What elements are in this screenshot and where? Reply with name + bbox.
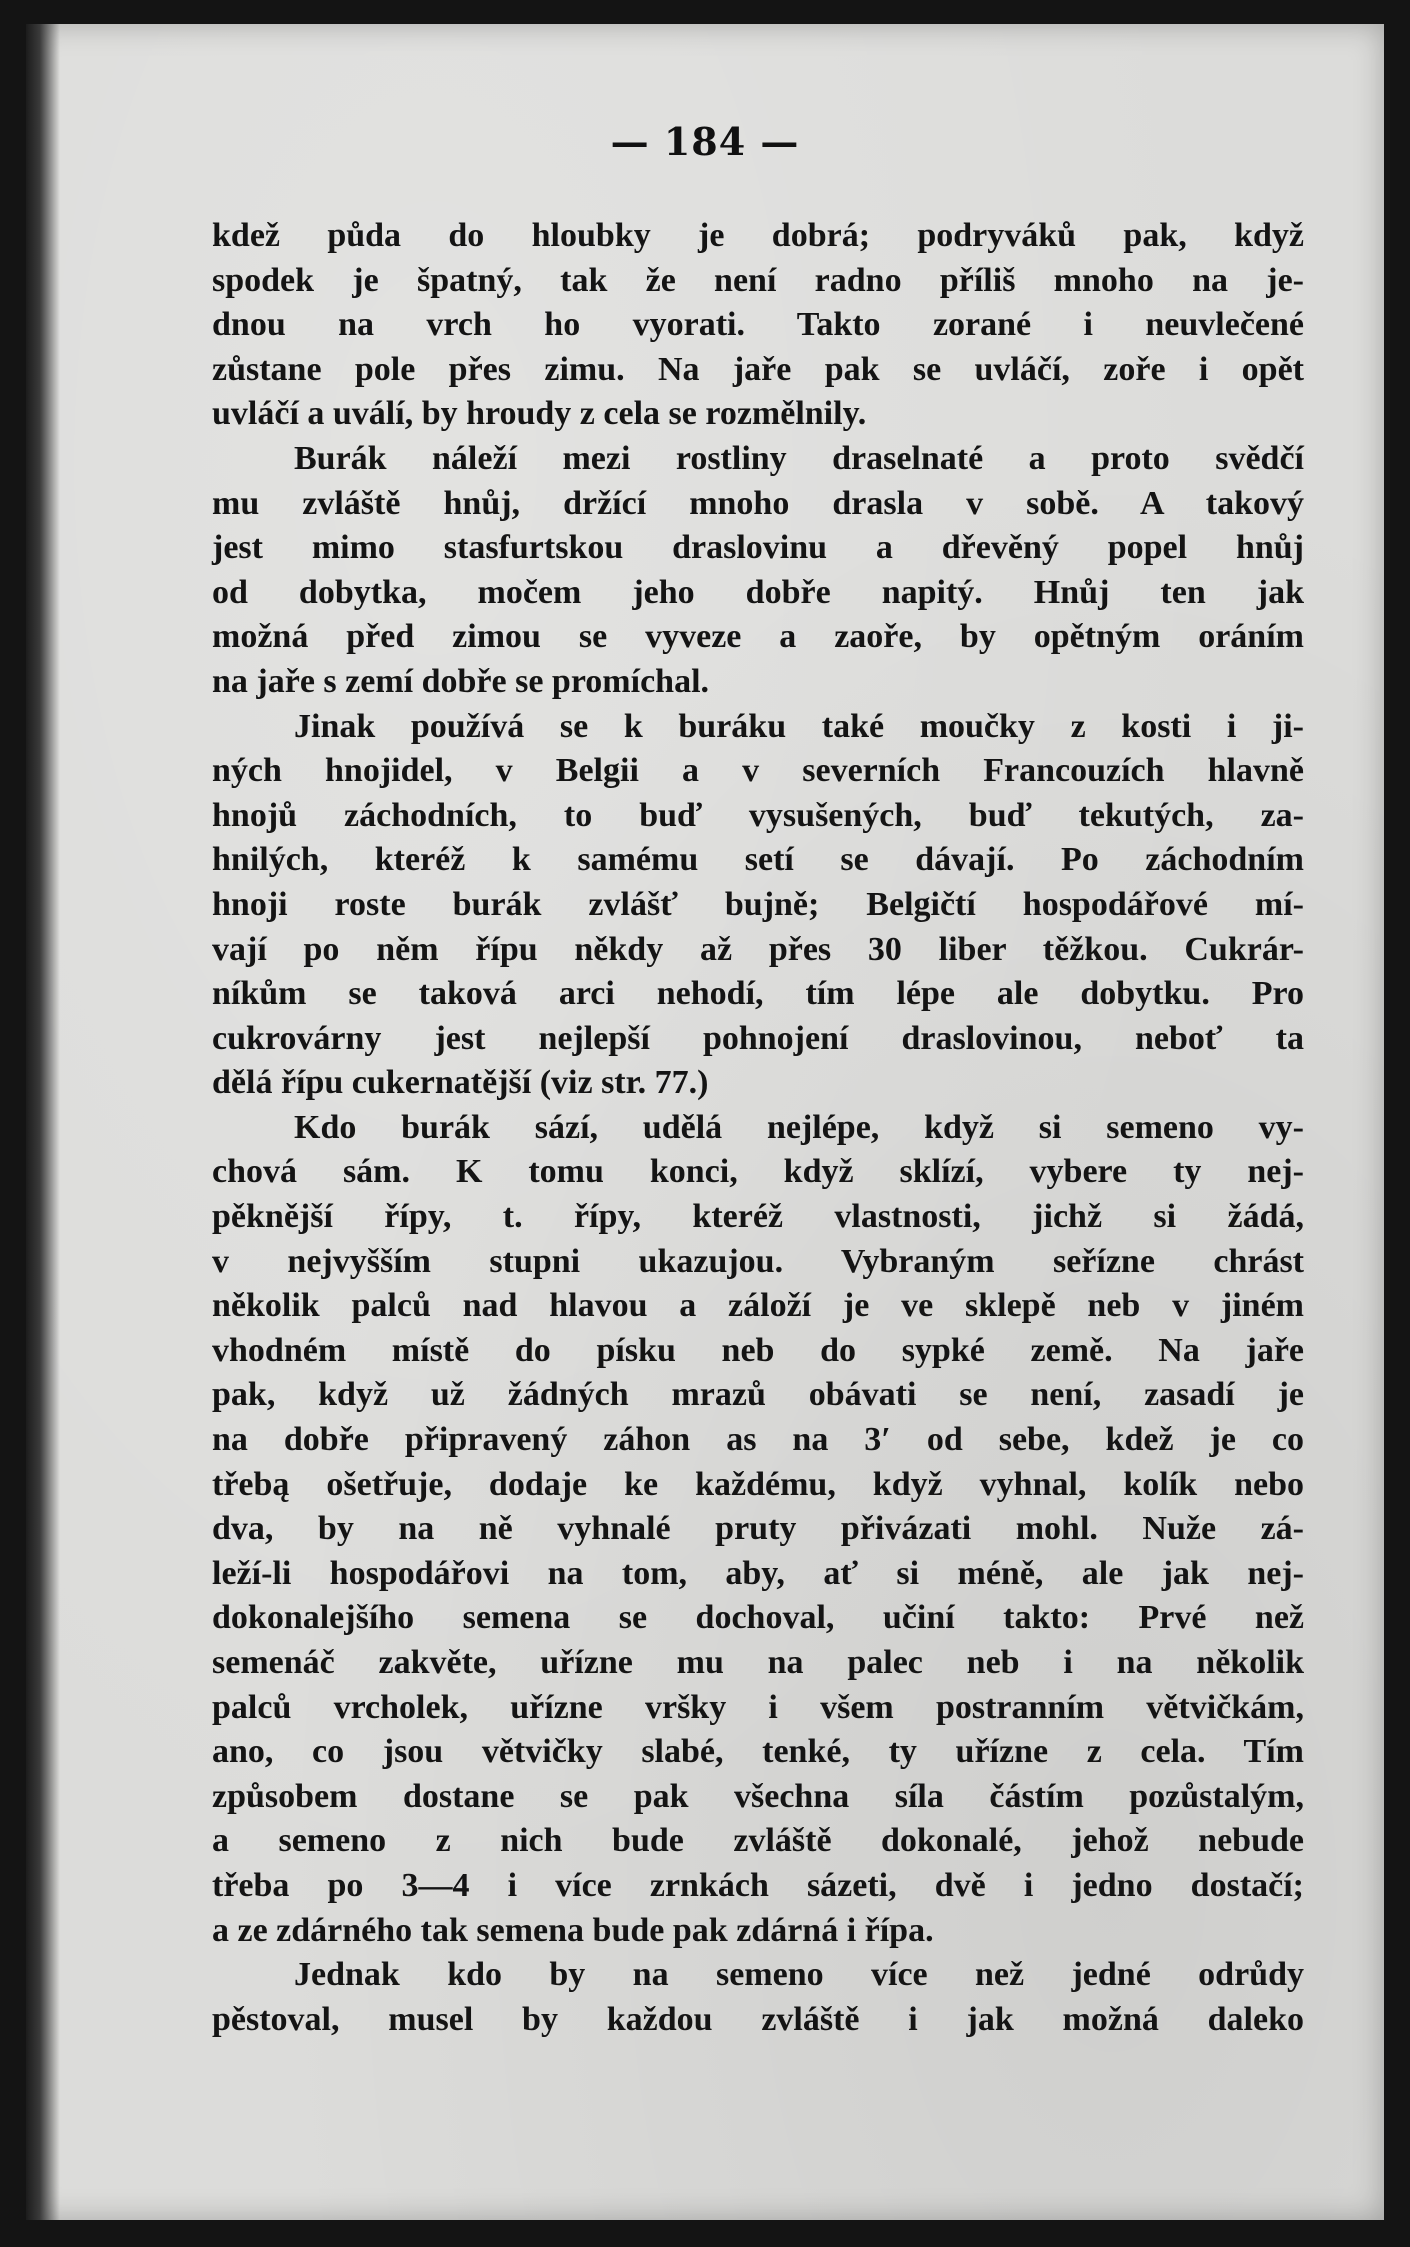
- text-line: dokonalejšího semena se dochoval, učiní takto: Prvé než: [212, 1599, 1304, 1637]
- text-line: Jinak používá se k buráku také moučky z kosti i ji-: [294, 707, 1304, 745]
- body-text: [212, 214, 1304, 2042]
- text-line: zůstane pole přes zimu. Na jaře pak se uvláčí, zoře i opět: [212, 350, 1304, 388]
- text-line: Burák náleží mezi rostliny draselnaté a proto svědčí: [294, 439, 1304, 477]
- text-line: vají po něm řípu někdy až přes 30 liber těžkou. Cukrár-: [212, 930, 1304, 968]
- text-line: semenáč zakvěte, uřízne mu na palec neb i na několik: [212, 1644, 1304, 1681]
- paragraph: [212, 1953, 1304, 2042]
- text-line: v nejvyšším stupni ukazujou. Vybraným seřízne chrást: [212, 1242, 1304, 1280]
- text-line: a semeno z nich bude zvláště dokonalé, jehož nebude: [212, 1822, 1304, 1860]
- text-line: pěstoval, musel by každou zvláště i jak možná daleko: [212, 2000, 1304, 2038]
- text-line: třeba po 3—4 i více zrnkách sázeti, dvě i jedno dostačí;: [212, 1866, 1304, 1904]
- text-line: ano, co jsou větvičky slabé, tenké, ty uřízne z cela. Tím: [212, 1733, 1304, 1771]
- text-line: dva, by na ně vyhnalé pruty přivázati mohl. Nuže zá-: [212, 1510, 1304, 1548]
- text-line: cukrovárny jest nejlepší pohnojení draslovinou, neboť ta: [212, 1019, 1304, 1057]
- text-line: dnou na vrch ho vyorati. Takto zorané i neuvlečené: [212, 306, 1304, 344]
- paragraph: [212, 705, 1304, 1106]
- text-line: od dobytka, močem jeho dobře napitý. Hnůj ten jak: [212, 573, 1304, 611]
- text-line: možná před zimou se vyveze a zaoře, by opětným oráním: [212, 618, 1304, 656]
- text-line: hnojů záchodních, to buď vysušených, buď tekutých, za-: [212, 796, 1304, 834]
- text-line: pěknější řípy, t. řípy, kteréž vlastnosti, jichž si žádá,: [212, 1198, 1304, 1236]
- text-line: mu zvláště hnůj, držící mnoho drasla v sobě. A takový: [212, 484, 1304, 522]
- text-line: Kdo burák sází, udělá nejlépe, když si semeno vy-: [294, 1108, 1304, 1146]
- text-line: několik palců nad hlavou a záloží je ve sklepě neb v jiném: [212, 1287, 1304, 1325]
- book-page: [26, 24, 1384, 2220]
- text-line: spodek je špatný, tak že není radno příliš mnoho na je-: [212, 261, 1304, 299]
- paragraph: [212, 214, 1304, 437]
- paragraph: [212, 437, 1304, 705]
- text-line: na jaře s zemí dobře se promíchal.: [212, 662, 710, 700]
- text-line: a ze zdárného tak semena bude pak zdárná i řípa.: [212, 1911, 934, 1949]
- text-line: leží-li hospodářovi na tom, aby, ať si méně, ale jak nej-: [212, 1554, 1304, 1592]
- page-number: — 184 —: [610, 119, 800, 164]
- paragraph: [212, 1106, 1304, 1953]
- text-line: způsobem dostane se pak všechna síla částím pozůstalým,: [212, 1777, 1304, 1815]
- text-line: vhodném místě do písku neb do sypké země. Na jaře: [212, 1331, 1304, 1369]
- text-line: hnilých, kteréž k samému setí se dávají. Po záchodním: [212, 841, 1304, 879]
- text-line: chová sám. K tomu konci, když sklízí, vybere ty nej-: [212, 1153, 1304, 1191]
- text-line: Jednak kdo by na semeno více než jedné odrůdy: [294, 1956, 1304, 1994]
- text-line: dělá řípu cukernatější (viz str. 77.): [212, 1064, 709, 1102]
- text-line: ných hnojidel, v Belgii a v severních Francouzích hlavně: [212, 752, 1304, 790]
- text-line: pak, když už žádných mrazů obávati se není, zasadí je: [212, 1376, 1304, 1414]
- page-edge-shadow: [26, 24, 60, 2220]
- text-line: jest mimo stasfurtskou draslovinu a dřevěný popel hnůj: [212, 529, 1304, 567]
- text-line: na dobře připravený záhon as na 3′ od sebe, kdež je co: [212, 1421, 1304, 1459]
- text-line: třebą ošetřuje, dodaje ke každému, když vyhnal, kolík nebo: [212, 1465, 1304, 1503]
- text-line: palců vrcholek, uřízne vršky i všem postranním větvičkám,: [212, 1688, 1304, 1726]
- text-line: níkům se taková arci nehodí, tím lépe ale dobytku. Pro: [212, 975, 1304, 1013]
- text-line: kdež půda do hloubky je dobrá; podryváků pak, když: [212, 217, 1304, 254]
- text-line: hnoji roste burák zvlášť bujně; Belgičtí hospodářové mí-: [212, 885, 1304, 923]
- text-line: uvláčí a uválí, by hroudy z cela se rozmělnily.: [212, 395, 867, 433]
